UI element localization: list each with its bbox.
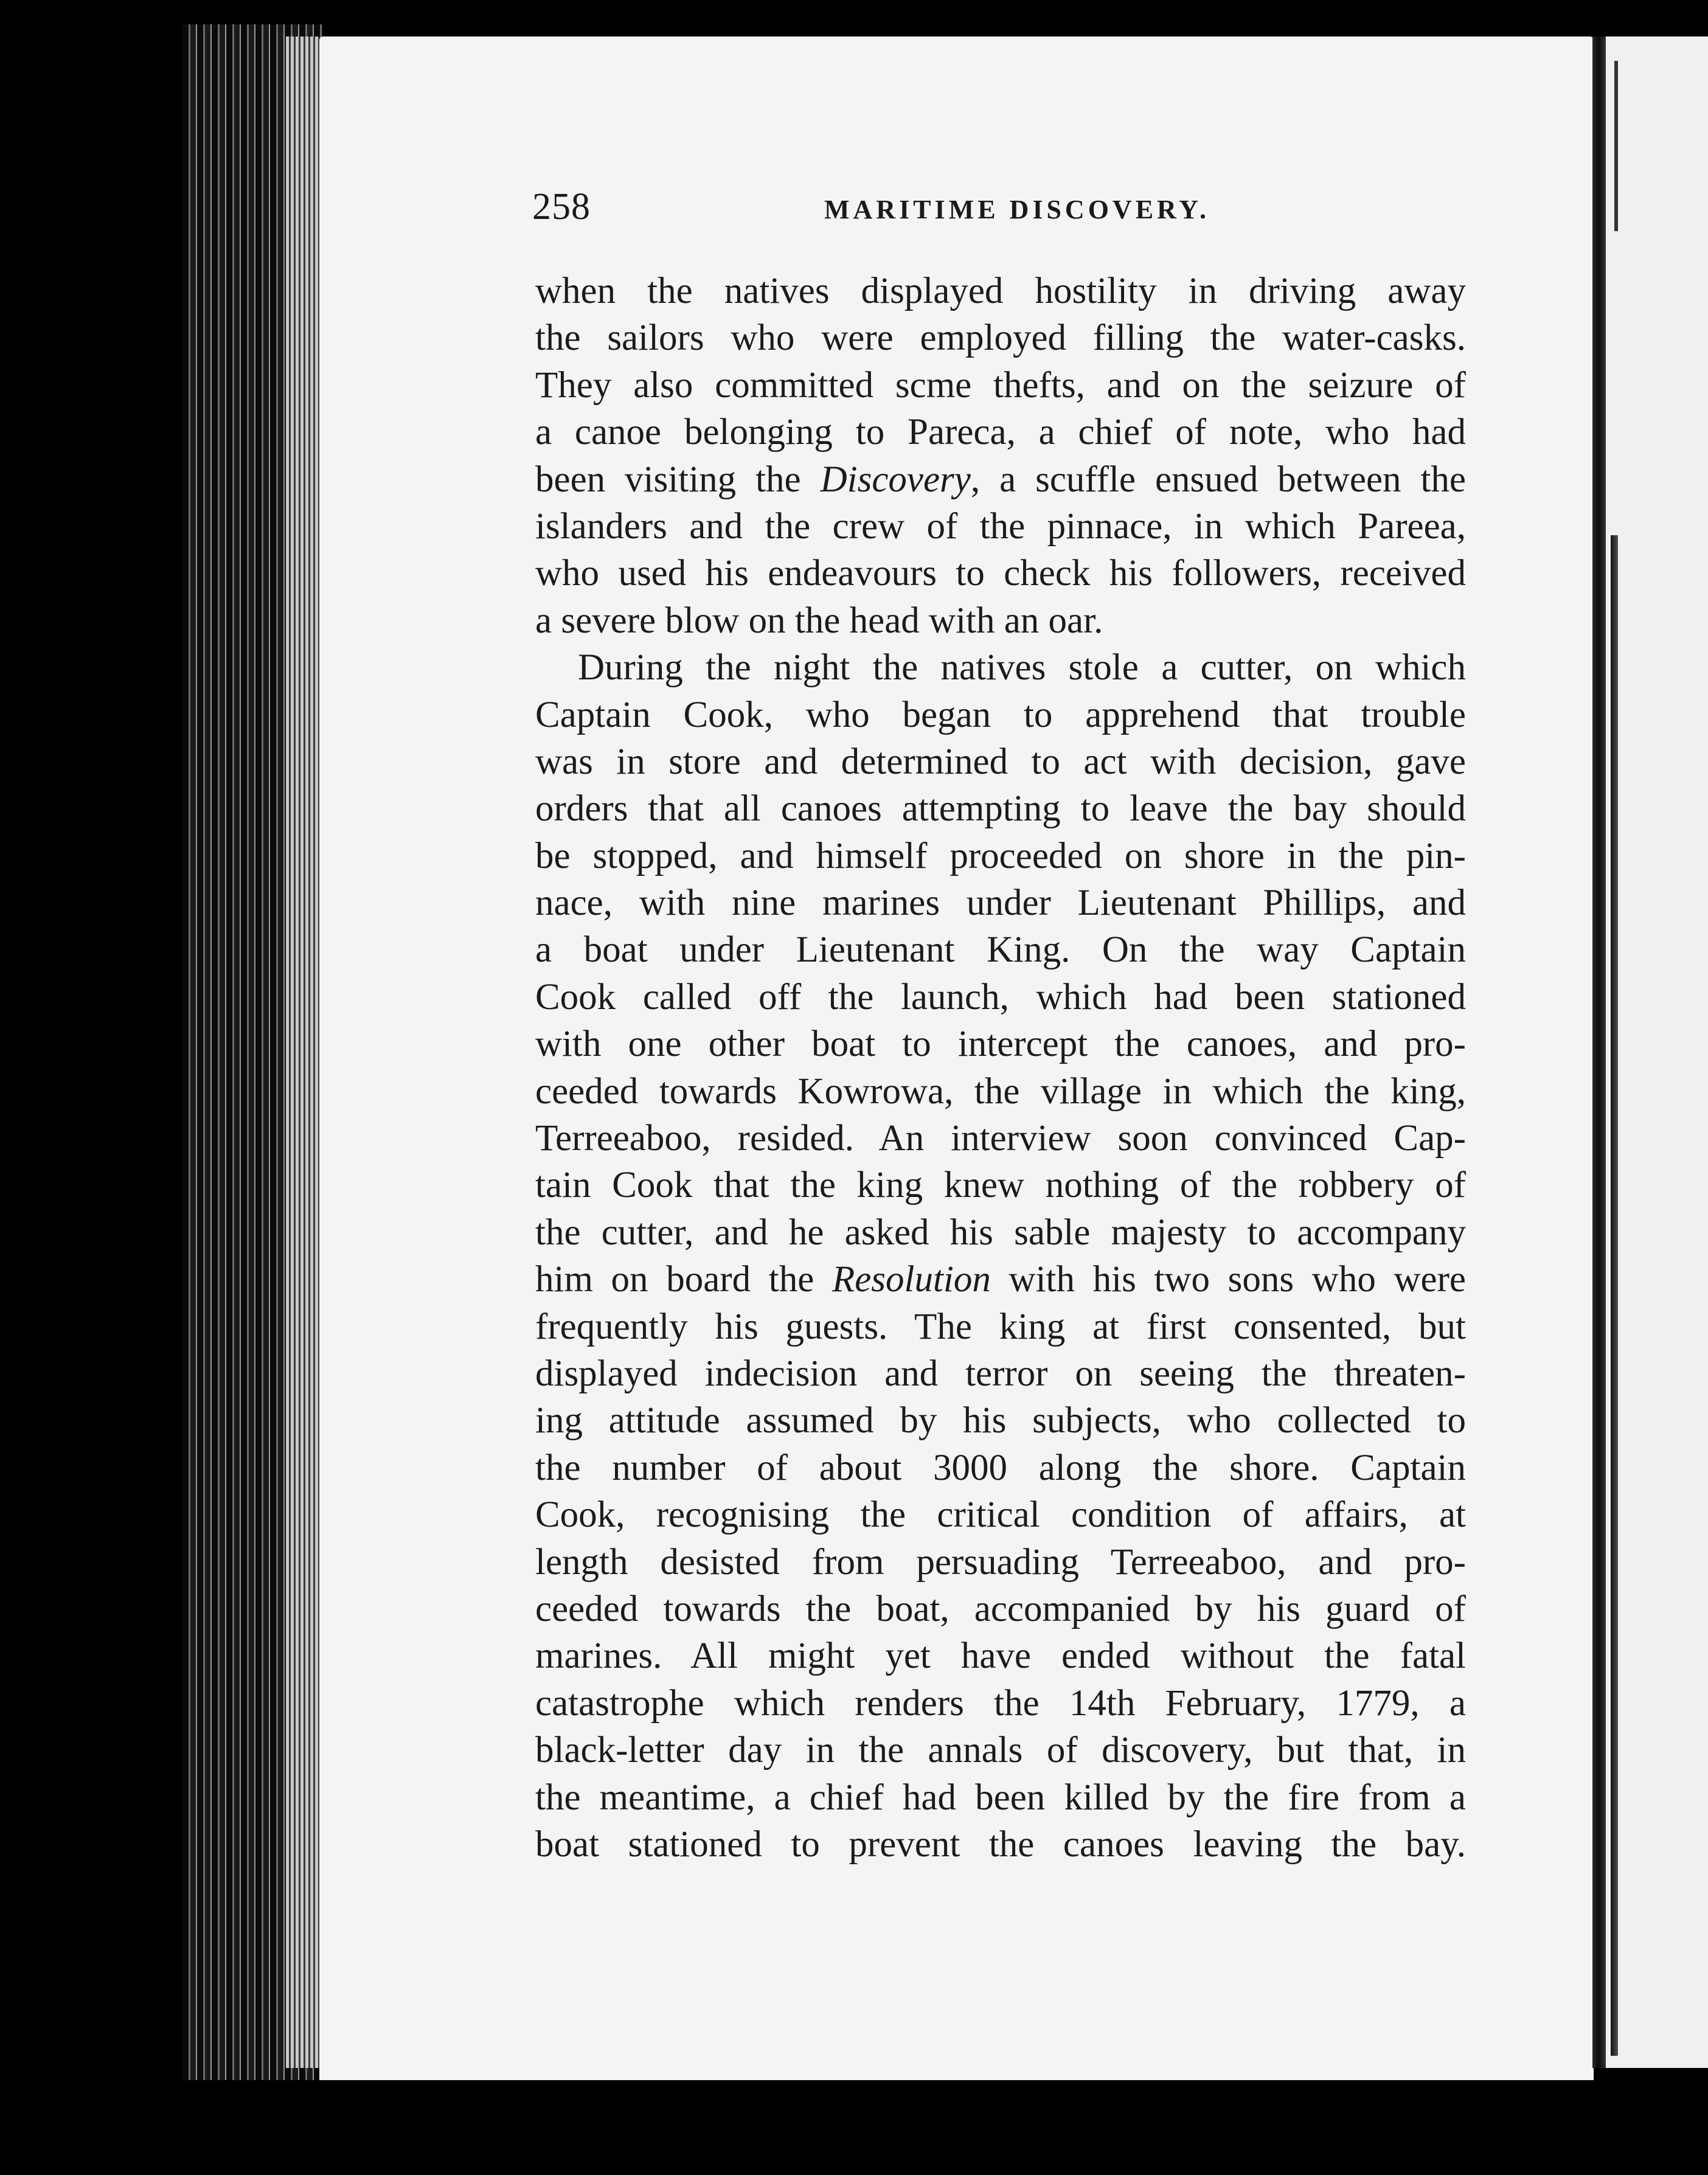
text-line: Terreeaboo, resided. An interview soon convinced Cap-: [535, 1118, 1466, 1159]
text-segment: with his two sons who were: [990, 1259, 1466, 1300]
text-line: the number of about 3000 along the shore. Captain: [535, 1447, 1466, 1488]
text-line: a canoe belonging to Pareca, a chief of note, who had: [535, 412, 1466, 453]
text-line: when the natives displayed hostility in driving away: [535, 271, 1466, 311]
text-line: length desisted from persuading Terreeaboo, and pro-: [535, 1541, 1466, 1583]
text-line: [535, 1256, 1466, 1303]
text-line: ceeded towards the boat, accompanied by his guard of: [535, 1588, 1466, 1629]
text-segment: him on board the: [535, 1259, 832, 1300]
text-line: [535, 456, 1466, 503]
text-line: Cook called off the launch, which had been stationed: [535, 976, 1466, 1018]
text-line: During the night the natives stole a cutter, on which: [578, 647, 1466, 689]
text-line: be stopped, and himself proceeded on shore in the pin-: [535, 835, 1466, 876]
book-gutter: [1592, 36, 1607, 2068]
text-line: Cook, recognising the critical condition of affairs, at: [535, 1494, 1466, 1536]
text-line: boat stationed to prevent the canoes leaving the bay.: [535, 1823, 1466, 1865]
page-number: 258: [532, 186, 591, 227]
facing-page-edge: [1606, 36, 1708, 2068]
text-line: marines. All might yet have ended without the fatal: [535, 1636, 1466, 1677]
ship-name-resolution: Resolution: [831, 1259, 991, 1300]
page-header: [532, 186, 1466, 234]
text-line: nace, with nine marines under Lieutenant Phillips, and: [535, 883, 1466, 924]
text-line: frequently his guests. The king at first consented, but: [535, 1306, 1466, 1347]
text-line: was in store and determined to act with decision, gave: [535, 741, 1466, 782]
book-page-edges-light: [286, 36, 319, 2068]
text-line: displayed indecision and terror on seeing the threaten-: [535, 1353, 1466, 1394]
text-line: catastrophe which renders the 14th February, 1779, a: [535, 1682, 1466, 1724]
text-line: ing attitude assumed by his subjects, who collected to: [535, 1400, 1466, 1441]
body-text: [535, 268, 1466, 1868]
text-line: tain Cook that the king knew nothing of the robbery of: [535, 1165, 1466, 1206]
text-line: islanders and the crew of the pinnace, in which Pareea,: [535, 505, 1466, 547]
text-line: a boat under Lieutenant King. On the way Captain: [535, 929, 1466, 971]
text-line: the sailors who were employed filling the water-casks.: [535, 317, 1466, 359]
running-head: MARITIME DISCOVERY.: [824, 195, 1210, 224]
text-segment: , a scuffle ensued between the: [970, 459, 1466, 500]
text-line: Captain Cook, who began to apprehend that trouble: [535, 694, 1466, 735]
text-line: They also committed scme thefts, and on the seizure of: [535, 364, 1466, 406]
text-line: with one other boat to intercept the canoes, and pro-: [535, 1024, 1466, 1065]
text-line: orders that all canoes attempting to leave the bay should: [535, 788, 1466, 830]
facing-page-mark: [1614, 61, 1618, 231]
text-line: the cutter, and he asked his sable majesty to accompany: [535, 1212, 1466, 1253]
text-line: a severe blow on the head with an oar.: [535, 600, 1103, 641]
text-line: who used his endeavours to check his followers, received: [535, 553, 1466, 594]
ship-name-discovery: Discovery: [820, 459, 971, 500]
text-line: black-letter day in the annals of discovery, but that, in: [535, 1730, 1466, 1771]
text-line: the meantime, a chief had been killed by the fire from a: [535, 1777, 1466, 1818]
text-segment: been visiting the: [535, 459, 821, 500]
text-line: ceeded towards Kowrowa, the village in which the king,: [535, 1070, 1466, 1112]
facing-page-shadow: [1611, 535, 1618, 2056]
